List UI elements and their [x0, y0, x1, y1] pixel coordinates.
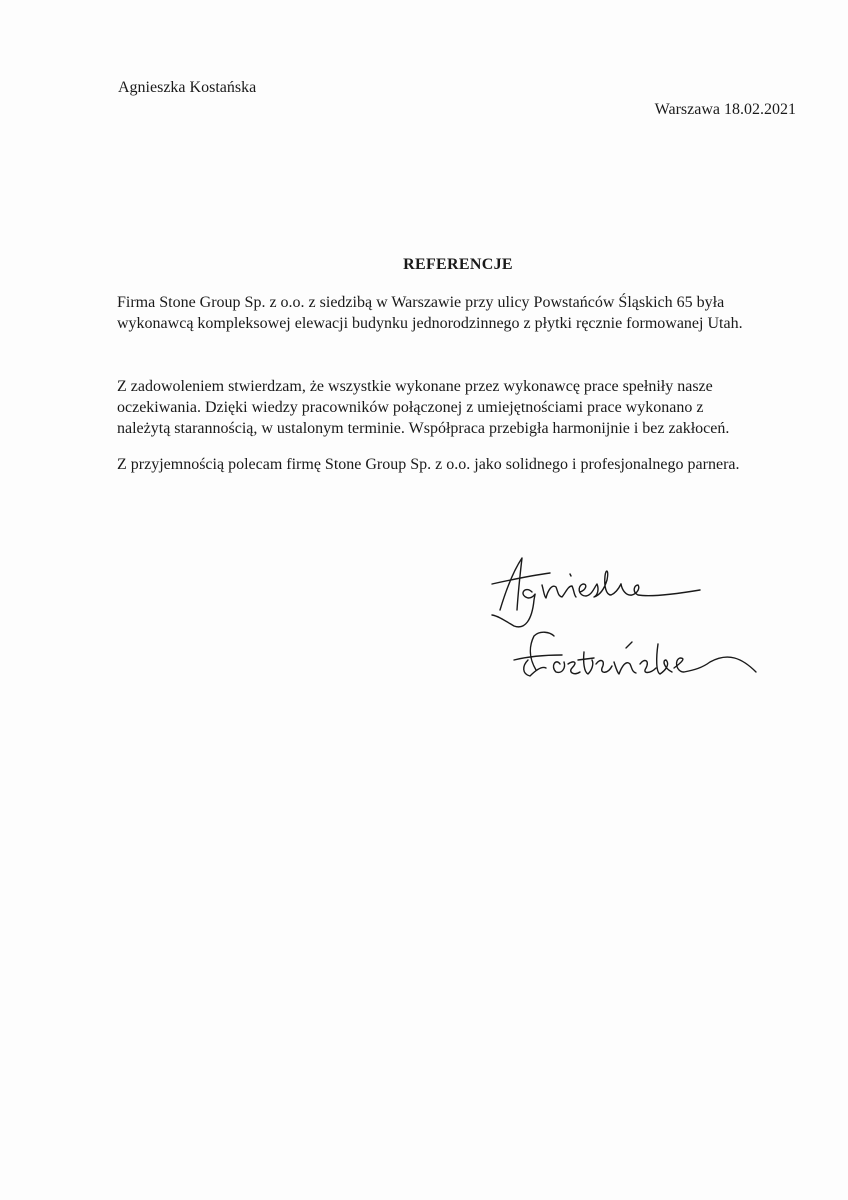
paragraph-line: wykonawcą kompleksowej elewacji budynku jednorodzinnego z płytki ręcznie formowanej Utah. — [117, 315, 743, 332]
handwritten-signature — [470, 540, 770, 690]
paragraph-recommendation — [117, 454, 817, 475]
paragraph-satisfaction — [117, 376, 817, 439]
paragraph-company-info — [117, 292, 817, 334]
paragraph-line: należytą starannością, w ustalonym terminie. Współpraca przebigła harmonijnie i bez zakłoceń. — [117, 420, 730, 437]
paragraph-line: oczekiwania. Dzięki wiedzy pracowników połączonej z umiejętnościami prace wykonano z — [117, 399, 704, 416]
author-name: Agnieszka Kostańska — [118, 79, 257, 96]
paragraph-line: Z zadowoleniem stwierdzam, że wszystkie wykonane przez wykonawcę prace spełniły nasze — [117, 378, 713, 395]
paragraph-line: Z przyjemnością polecam firmę Stone Group Sp. z o.o. jako solidnego i profesjonalnego parnera. — [117, 456, 740, 473]
place-and-date: Warszawa 18.02.2021 — [654, 101, 796, 118]
paragraph-line: Firma Stone Group Sp. z o.o. z siedzibą w Warszawie przy ulicy Powstańców Śląskich 65 była — [117, 294, 725, 311]
letter-title: REFERENCJE — [403, 256, 513, 273]
signature-drawing — [470, 540, 770, 690]
